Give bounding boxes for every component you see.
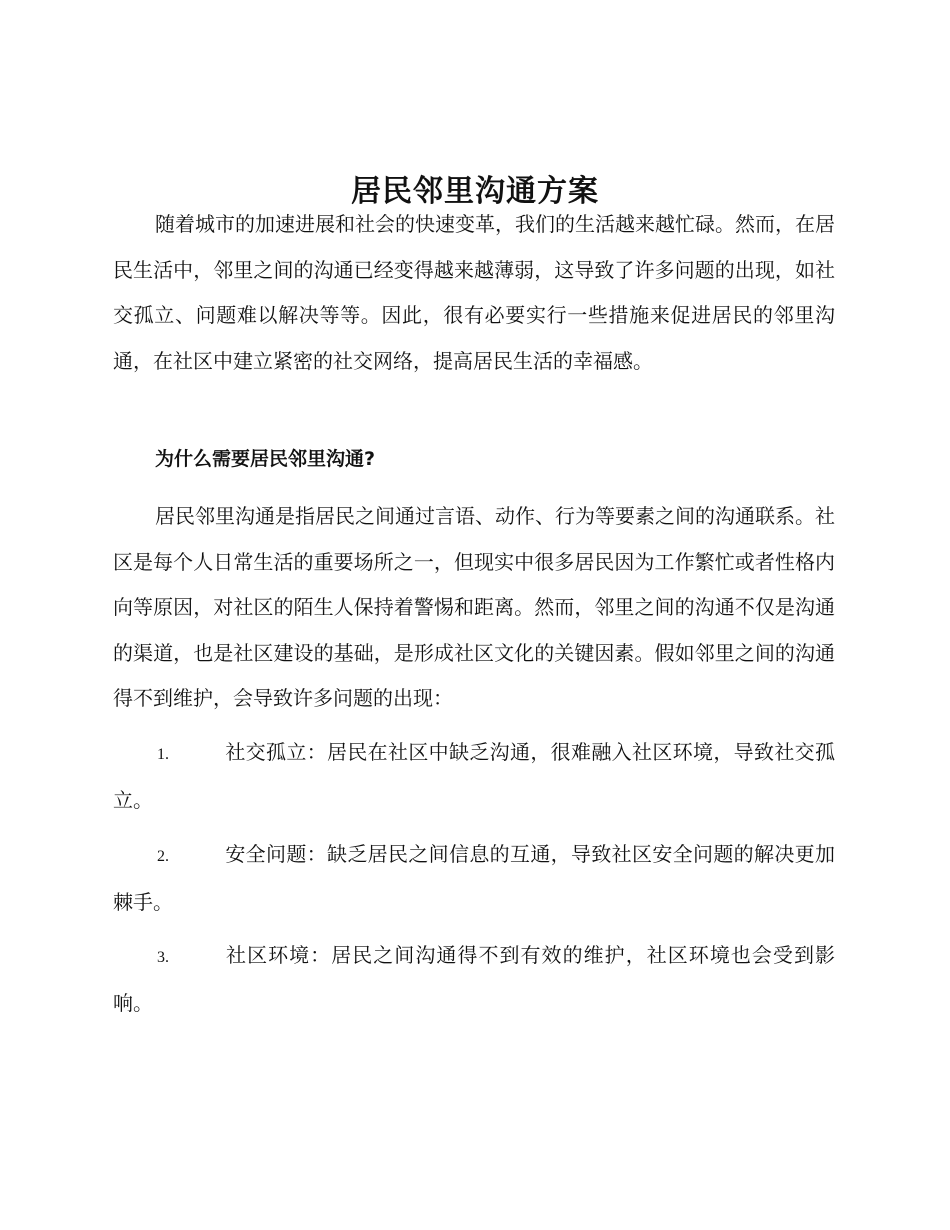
intro-paragraph: 随着城市的加速进展和社会的快速变革，我们的生活越来越忙碌。然而，在居民生活中，邻里之间的沟通已经变得越来越薄弱，这导致了许多问题的出现，如社交孤立、问题难以解决等等。因此，很有必要实行一些措施来促进居民的邻里沟通，在社区中建立紧密的社交网络，提高居民生活的幸福感。 <box>113 212 835 373</box>
list-item <box>113 933 835 1026</box>
document-title: 居民邻里沟通方案 <box>351 174 599 210</box>
list-item-number: 3. <box>157 949 169 966</box>
list-item-text: 社交孤立：居民在社区中缺乏沟通，很难融入社区环境，导致社交孤立。 <box>113 740 835 812</box>
list-item-text: 社区环境：居民之间沟通得不到有效的维护，社区环境也会受到影响。 <box>113 943 835 1015</box>
list-item <box>113 730 835 823</box>
list-item-number: 1. <box>157 746 169 763</box>
section-heading: 为什么需要居民邻里沟通? <box>155 448 376 470</box>
list-item <box>113 832 835 925</box>
list-item-text: 安全问题：缺乏居民之间信息的互通，导致社区安全问题的解决更加棘手。 <box>113 842 835 914</box>
list-item-number: 2. <box>157 848 169 865</box>
section-body-paragraph: 居民邻里沟通是指居民之间通过言语、动作、行为等要素之间的沟通联系。社区是每个人日常生活的重要场所之一，但现实中很多居民因为工作繁忙或者性格内向等原因，对社区的陌生人保持着警惕和距离。然而，邻里之间的沟通不仅是沟通的渠道，也是社区建设的基础，是形成社区文化的关键因素。假如邻里之间的沟通得不到维护，会导致许多问题的出现： <box>113 504 835 710</box>
